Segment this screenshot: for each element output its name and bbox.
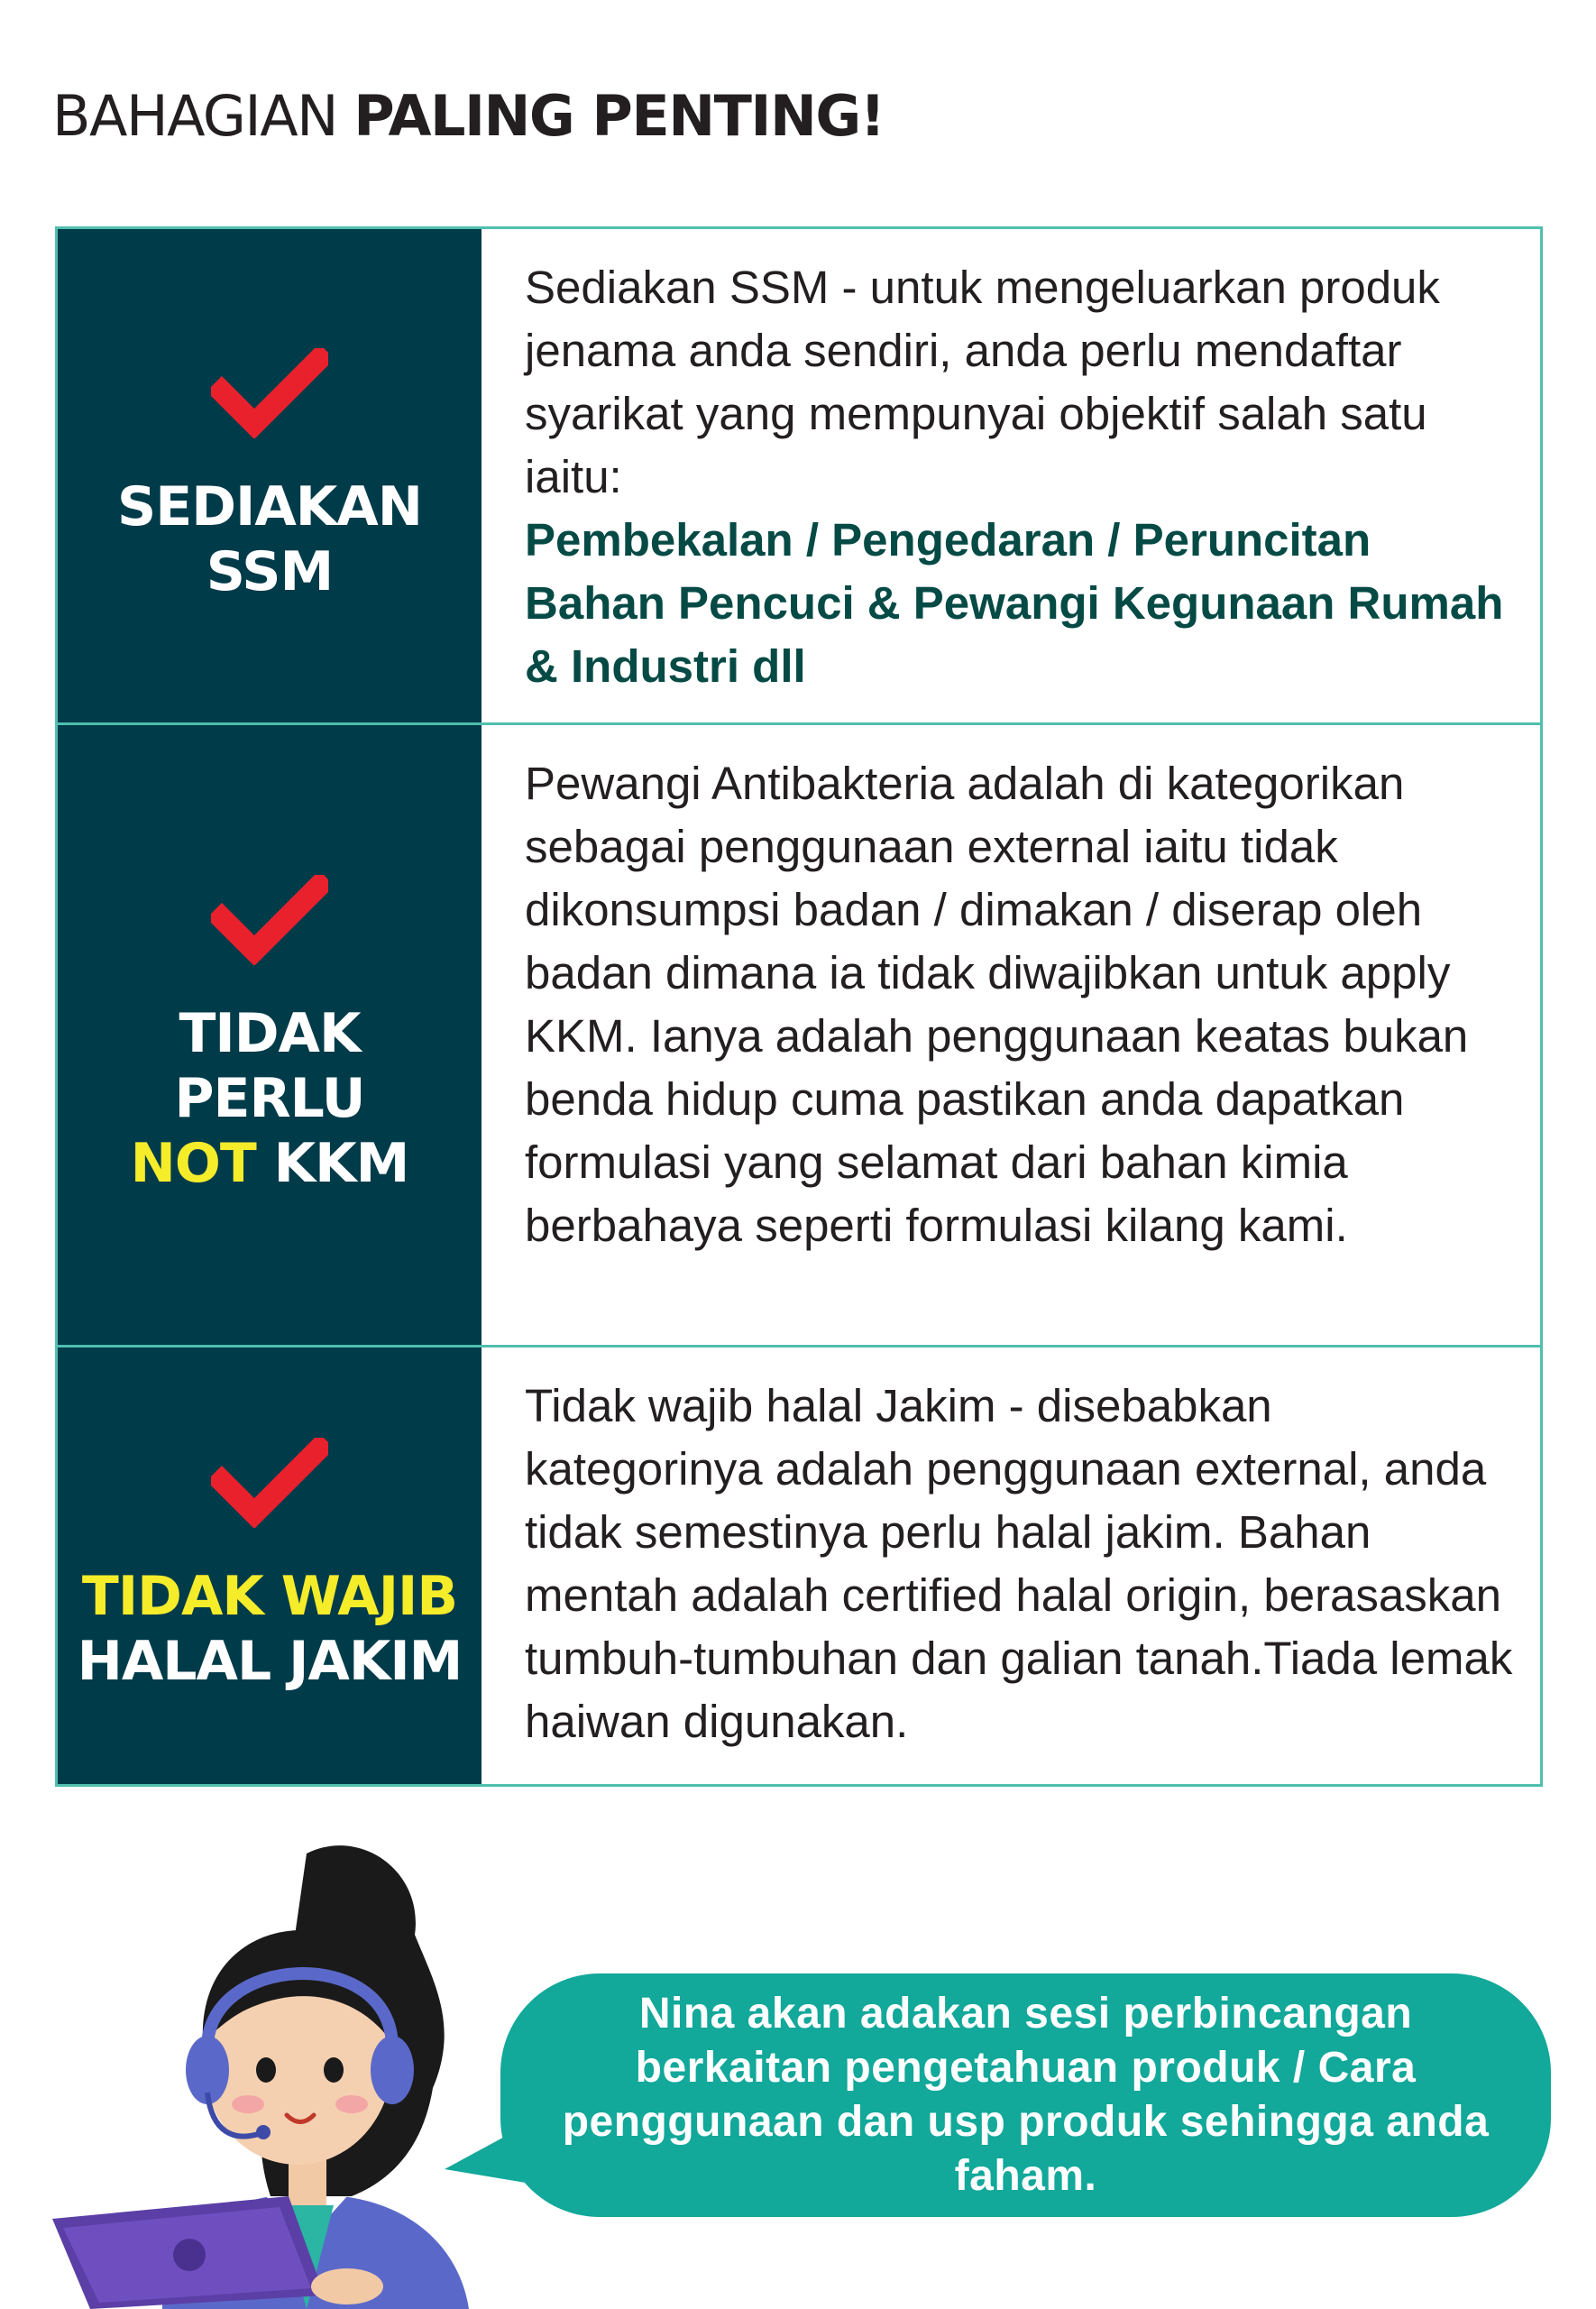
check-icon bbox=[211, 1438, 328, 1528]
row-halal bbox=[58, 1348, 1540, 1784]
row-kkm-body: Pewangi Antibakteria adalah di kategorikan sebagai penggunaan external iaitu tidak dikonsumpsi badan / dimakan / diserap oleh badan dimana ia tidak diwajibkan untuk apply KKM. Ianya adalah penggunaan keatas bukan benda hidup cuma pastikan anda dapatkan formulasi yang selamat dari bahan kimia berbahaya seperti formulasi kilang kami. bbox=[525, 758, 1469, 1251]
row-kkm-label-kkm: KKM bbox=[255, 1131, 409, 1195]
row-halal-description bbox=[482, 1348, 1540, 1784]
row-halal-label-panel bbox=[58, 1348, 482, 1784]
row-halal-label-1: TIDAK WAJIB bbox=[81, 1565, 458, 1628]
row-ssm-label-panel bbox=[58, 229, 482, 722]
support-agent-illustration bbox=[36, 1817, 541, 2309]
check-icon bbox=[211, 875, 328, 965]
requirements-table bbox=[55, 226, 1543, 1787]
page-title bbox=[52, 83, 885, 149]
page-title-light: BAHAGIAN bbox=[52, 83, 354, 149]
row-kkm-label-1: TIDAK bbox=[179, 1001, 361, 1065]
row-ssm-label-2: SSM bbox=[206, 539, 334, 603]
row-ssm-body: Sediakan SSM - untuk mengeluarkan produk jenama anda sendiri, anda perlu mendaftar syarikat yang mempunyai objektif salah satu iaitu: bbox=[525, 262, 1440, 502]
check-icon bbox=[211, 348, 328, 438]
page-title-bold: PALING PENTING! bbox=[353, 83, 885, 149]
row-ssm bbox=[58, 229, 1540, 725]
speech-bubble-text: Nina akan adakan sesi perbincangan berkaitan pengetahuan produk / Cara penggunaan dan usp produk sehingga anda faham. bbox=[562, 1990, 1490, 2200]
row-kkm bbox=[58, 725, 1540, 1348]
row-kkm-label-2: PERLU bbox=[174, 1066, 365, 1130]
row-ssm-label-1: SEDIAKAN bbox=[117, 474, 422, 538]
speech-bubble bbox=[500, 1973, 1551, 2217]
row-halal-body: Tidak wajib halal Jakim - disebabkan kategorinya adalah penggunaan external, anda tidak semestinya perlu halal jakim. Bahan mentah adalah certified halal origin, berasaskan tumbuh-tumbuhan dan galian tanah.Tiada lemak haiwan digunakan. bbox=[525, 1380, 1513, 1747]
row-halal-label-2: HALAL JAKIM bbox=[77, 1630, 463, 1693]
row-ssm-description bbox=[482, 229, 1540, 722]
row-kkm-label-3 bbox=[131, 1131, 409, 1196]
row-ssm-highlight: Pembekalan / Pengedaran / Peruncitan Bahan Pencuci & Pewangi Kegunaan Rumah & Industri dll bbox=[525, 514, 1504, 692]
row-kkm-label-panel bbox=[58, 725, 482, 1345]
row-kkm-label-not: NOT bbox=[130, 1131, 256, 1195]
row-kkm-description bbox=[482, 725, 1540, 1345]
